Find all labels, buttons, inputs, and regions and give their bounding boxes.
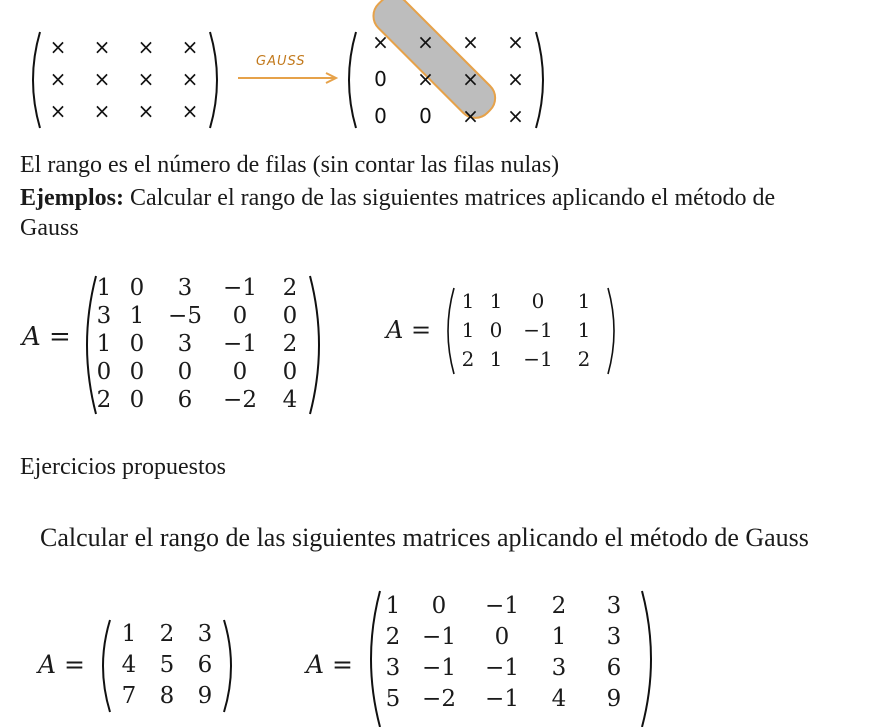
cell: −1 xyxy=(523,346,553,371)
cell: 3 xyxy=(197,620,213,647)
examples-text: Calcular el rango de las siguientes matrices aplicando el método de xyxy=(124,185,776,211)
cell: × xyxy=(93,67,111,91)
cell: 2 xyxy=(577,346,591,371)
cell: −2 xyxy=(422,685,456,712)
cell: −2 xyxy=(223,387,257,413)
cell: 3 xyxy=(177,275,193,301)
cell: −1 xyxy=(223,275,257,301)
cell: 1 xyxy=(129,303,145,329)
cell: 6 xyxy=(197,651,213,678)
exercise1-label: A = xyxy=(38,650,85,679)
examples-line xyxy=(20,183,775,214)
cell: 2 xyxy=(282,331,298,357)
exercise1-matrix xyxy=(110,618,224,711)
cell: × xyxy=(137,67,155,91)
cell: 3 xyxy=(177,331,193,357)
examples-line-continuation: Gauss xyxy=(20,215,79,241)
cell: 2 xyxy=(461,346,475,371)
cell: 1 xyxy=(96,331,112,357)
cell: × xyxy=(417,66,434,91)
cell: −1 xyxy=(485,685,519,712)
cell: 3 xyxy=(385,654,401,681)
example2-matrix xyxy=(456,286,606,373)
cell: 2 xyxy=(96,387,112,413)
cell: 0 xyxy=(282,359,298,385)
cell: −5 xyxy=(168,303,202,329)
cell: 1 xyxy=(489,346,503,371)
cell: × xyxy=(137,99,155,123)
cell: × xyxy=(93,99,111,123)
cell: × xyxy=(49,35,67,59)
rank-definition: El rango es el número de filas (sin contar las filas nulas) xyxy=(20,152,560,178)
cell: 0 xyxy=(177,359,193,385)
cell: × xyxy=(507,103,524,128)
cell: 2 xyxy=(551,592,567,619)
cell: 3 xyxy=(96,303,112,329)
cell: 0 xyxy=(374,66,387,91)
cell: −1 xyxy=(223,331,257,357)
cell: 3 xyxy=(551,654,567,681)
right-matrix-open-paren xyxy=(349,32,356,128)
example1-label: A = xyxy=(22,322,71,352)
cell: × xyxy=(181,67,199,91)
cell: × xyxy=(49,99,67,123)
cell: 0 xyxy=(489,317,503,342)
cell: × xyxy=(462,103,479,128)
right-matrix xyxy=(358,23,538,134)
cell: 0 xyxy=(374,103,387,128)
cell: −1 xyxy=(523,317,553,342)
cell: −1 xyxy=(485,654,519,681)
cell: −1 xyxy=(422,623,456,650)
cell: 4 xyxy=(551,685,567,712)
example1-matrix xyxy=(94,274,318,414)
cell: 1 xyxy=(96,275,112,301)
cell: 3 xyxy=(606,592,622,619)
cell: 2 xyxy=(385,623,401,650)
cell: 0 xyxy=(129,275,145,301)
cell: 4 xyxy=(121,651,137,678)
cell: 4 xyxy=(282,387,298,413)
cell: 5 xyxy=(385,685,401,712)
cell: 0 xyxy=(282,303,298,329)
cell: × xyxy=(507,29,524,54)
cell: 5 xyxy=(159,651,175,678)
cell: 1 xyxy=(461,288,475,313)
cell: 1 xyxy=(577,288,591,313)
examples-heading: Ejemplos: xyxy=(20,185,124,211)
cell: 6 xyxy=(606,654,622,681)
cell: 0 xyxy=(232,303,248,329)
cell: 2 xyxy=(282,275,298,301)
exercises-heading: Ejercicios propuestos xyxy=(20,454,226,480)
cell: 7 xyxy=(121,682,137,709)
exercise2-matrix xyxy=(378,590,644,714)
cell: × xyxy=(93,35,111,59)
exercises-instruction: Calcular el rango de las siguientes matrices aplicando el método de Gauss xyxy=(40,523,809,552)
cell: 6 xyxy=(177,387,193,413)
cell: 0 xyxy=(232,359,248,385)
cell: × xyxy=(49,67,67,91)
cell: × xyxy=(507,66,524,91)
cell: 1 xyxy=(461,317,475,342)
cell: 0 xyxy=(96,359,112,385)
cell: × xyxy=(181,99,199,123)
cell: 1 xyxy=(577,317,591,342)
cell: 0 xyxy=(531,288,545,313)
cell: 0 xyxy=(129,387,145,413)
exercise2-label: A = xyxy=(306,650,353,679)
gauss-arrow-label: GAUSS xyxy=(256,54,306,69)
cell: × xyxy=(137,35,155,59)
cell: × xyxy=(462,29,479,54)
cell: 1 xyxy=(385,592,401,619)
cell: 0 xyxy=(431,592,447,619)
cell: × xyxy=(462,66,479,91)
cell: × xyxy=(181,35,199,59)
cell: −1 xyxy=(485,592,519,619)
cell: 2 xyxy=(159,620,175,647)
cell: 1 xyxy=(121,620,137,647)
cell: 0 xyxy=(494,623,510,650)
cell: × xyxy=(417,29,434,54)
cell: 9 xyxy=(197,682,213,709)
cell: −1 xyxy=(422,654,456,681)
left-matrix xyxy=(36,31,212,127)
cell: 0 xyxy=(129,359,145,385)
example2-label: A = xyxy=(386,316,432,344)
cell: × xyxy=(372,29,389,54)
cell: 0 xyxy=(129,331,145,357)
cell: 9 xyxy=(606,685,622,712)
cell: 3 xyxy=(606,623,622,650)
cell: 8 xyxy=(159,682,175,709)
cell: 1 xyxy=(489,288,503,313)
cell: 1 xyxy=(551,623,567,650)
cell: 0 xyxy=(419,103,432,128)
